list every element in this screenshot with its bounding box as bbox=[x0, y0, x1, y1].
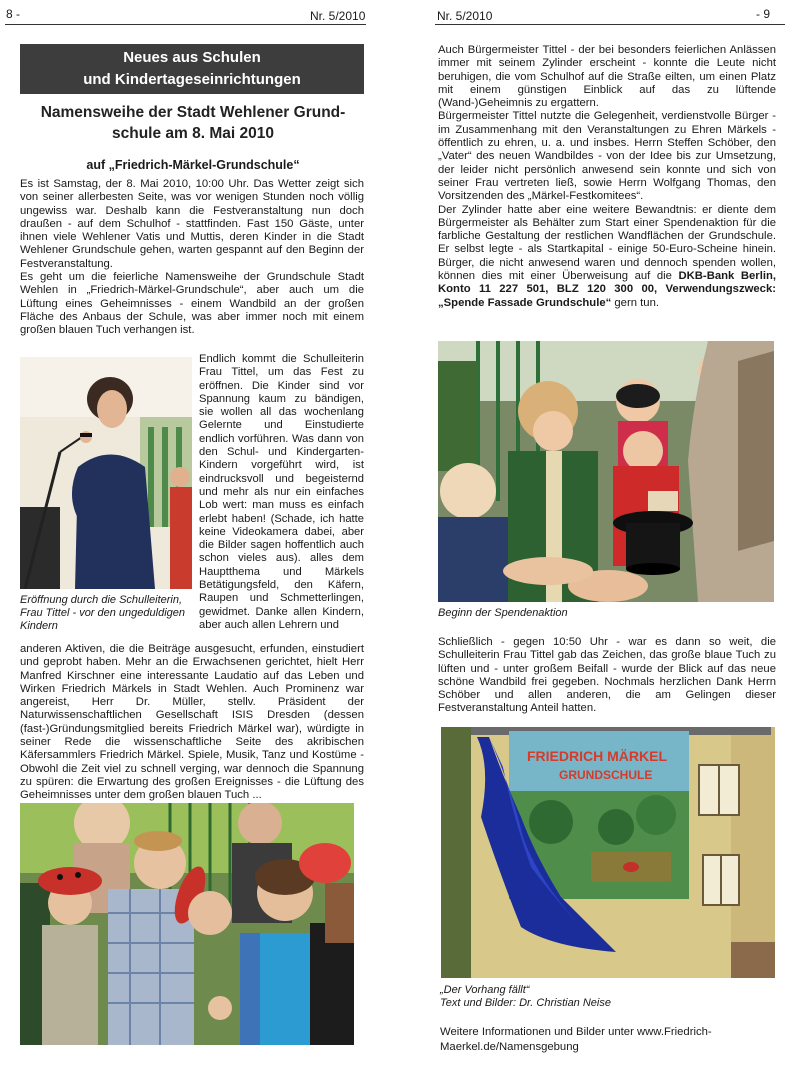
article-title bbox=[22, 102, 364, 144]
paragraph-2: Es geht um die feierliche Namensweihe der Grundschule Stadt Wehlen in „Friedrich-Märkel-Grundschule“, aber auch um die Lüftung eines Geheimnisses - einem Wandbild an der großen Fläche des Anbaus der Schule, was aber immer noch mit einem großen blauen Tuch verhangen ist. bbox=[20, 271, 364, 337]
banner-line-1: Neues aus Schulen bbox=[123, 49, 261, 66]
caption-headmistress: Eröffnung durch die Schulleiterin, Frau Tittel - vor den ungeduldigen Kindern bbox=[20, 594, 185, 632]
article-title-line-2: schule am 8. Mai 2010 bbox=[112, 125, 274, 142]
photo-mural-drawing bbox=[441, 727, 775, 978]
bank-details: DKB-Bank Berlin, Konto 11 227 501, BLZ 120 300 00, Verwendungszweck: „Spende Fassade Grundschule“ bbox=[438, 270, 777, 309]
paragraph-5: Bürgermeister Tittel nutzte die Gelegenheit, verdienstvolle Bürger - im Zusammenhang mit den Veranstaltungen zu Ehren Märkels - öffentlich zu ehren, u. a. und insbes. Herrn Steffen Schöber, den „Vater“ des neuen Wandbildes - von der Idee bis zur Umsetzung, der leider nicht persönlich anwesend sein konnte und sich von seiner Frau vertreten ließ, sowie Herrn Wolfgang Thomas, den Vorsitzenden des „Märkel-Festkomitees“. bbox=[438, 110, 776, 203]
section-banner bbox=[20, 44, 364, 94]
intro-text bbox=[20, 178, 364, 338]
mural-text-line-1: FRIEDRICH MÄRKEL bbox=[527, 748, 667, 764]
photo-headmistress bbox=[20, 357, 192, 589]
paragraph-4: Auch Bürgermeister Tittel - der bei besonders feierlichen Anlässen immer mit seinem Zylinder erscheint - konnte die Leute nicht beruhigen, die vom Schulhof auf die Straße eilten, um einen Platz mit einem günstigen Einblick auf das zu lüftende (Wand-)Geheimnis zu ergattern. bbox=[438, 44, 776, 110]
paragraph-6-text: Der Zylinder hatte aber eine weitere Bewandtnis: er diente dem Bürgermeister als Behälter zum Start einer Spendenaktion für die farbliche Gestaltung der restlichen Wandflächen der Grundschule. Er selbst legte - als Startkapital - einige 50-Euro-Scheine hinein. Bürger, die nicht anwesend waren und dennoch spenden wollen, können dies mit einer Überweisung auf die bbox=[438, 203, 776, 283]
article-subtitle: auf „Friedrich-Märkel-Grundschule“ bbox=[86, 158, 300, 172]
paragraph-3-full: anderen Aktiven, die die Beiträge ausgesucht, erfunden, einstudiert und geprobt haben. Mehr an die Erwachsenen gerichtet, hielt Herr Manfred Kirschner eine interessante Laudatio auf das Leben und Wirken Friedrich Märkels in Stadt Wehlen. Auch Prominenz war angereist, Herr Dr. Müller, stellv. Präsident der Naturwissenschaftlichen Gesellschaft ISIS Dresden (dessen (fast-)Gründungsmitglied bereits Friedrich Märkel war), würdigte in seiner Rede die wissenschaftliche Seite des akribischen Käfersammlers Friedrich Märkel. Spiele, Musik, Tanz und Kostüme - Obwohl die Zeit viel zu schnell verging, war dennoch die Spannung zu spüren: die Erwartung des großen Ereignisses - die Lüftung des Geheimnisses unter dem großen blauen Tuch ... bbox=[20, 643, 364, 802]
side-text bbox=[199, 353, 364, 632]
photo-children-drawing bbox=[20, 803, 354, 1045]
paragraph-6 bbox=[438, 204, 776, 310]
photo-children-costumes bbox=[20, 803, 354, 1045]
paragraph-1: Es ist Samstag, der 8. Mai 2010, 10:00 Uhr. Das Wetter zeigt sich von seiner allerbesten Seite, was vor wenigen Stunden noch völlig ungewiss war. Deshalb kann die Festveranstaltung nun doch draußen - auf dem Schulhof - stattfinden. Fast 150 Gäste, unter ihnen viele Wehlener Vatis und Muttis, deren Kinder in die Stadt Wehlener Grundschule gehen, warten gespannt auf den Beginn der Festveranstaltung. bbox=[20, 178, 364, 270]
right-page-number: - 9 bbox=[756, 7, 771, 21]
footer-info: Weitere Informationen und Bilder unter www.Friedrich-Maerkel.de/Namensgebung bbox=[440, 1026, 712, 1053]
unveiling-text bbox=[438, 636, 776, 716]
paragraph-3-side: Endlich kommt die Schulleiterin Frau Tittel, um das Fest zu eröffnen. Die Kinder sind vor Spannung kaum zu bändigen, sie wollen all das wochenlang Gelernte und Einstudierte endlich vorführen. Was dann von den Schul- und Kindergarten-Kindern vorgeführt wird, ist eindrucksvoll und begeisternd und mehr als nur ein einfaches Lob wert: man muss es einfach erlebt haben! (Schade, ich hatte keine Videokamera dabei, aber die Bilder sagen hoffentlich auch schon vieles aus). alles dem Hauptthema und Märkels Betätigungsfeld, den Käfern, Raupen und Schmetterlingen, gewidmet. Danke allen Kindern, aber auch allen Lehrern und bbox=[199, 353, 364, 631]
banner-line-2: und Kindertageseinrichtungen bbox=[83, 71, 301, 88]
right-header-rule bbox=[435, 24, 785, 25]
photo-donation-drawing bbox=[438, 341, 774, 602]
photo-mural-unveiling bbox=[441, 727, 775, 978]
photo-donation bbox=[438, 341, 774, 602]
right-column-text bbox=[438, 44, 776, 310]
mural-text-line-2: GRUNDSCHULE bbox=[559, 768, 653, 782]
left-page-number: 8 - bbox=[6, 7, 21, 21]
article-title-line-1: Namensweihe der Stadt Wehlener Grund- bbox=[40, 104, 346, 121]
caption-mural bbox=[440, 984, 611, 1010]
paragraph-6-end: gern tun. bbox=[611, 296, 659, 309]
paragraph-7: Schließlich - gegen 10:50 Uhr - war es dann so weit, die Schulleiterin Frau Tittel gab das Zeichen, das große blaue Tuch zu lüften und - unter großem Beifall - wurde der Blick auf das neue schöne Wandbild frei gegeben. Nochmals herzlichen Dank Herrn Schöber und allen anderen, die am Gelingen dieser Festveranstaltung Anteil hatten. bbox=[438, 636, 776, 715]
left-header-rule bbox=[5, 24, 366, 25]
continued-text bbox=[20, 643, 364, 803]
caption-donation: Beginn der Spendenaktion bbox=[438, 607, 568, 619]
right-issue-number: Nr. 5/2010 bbox=[437, 9, 493, 23]
caption-author: Text und Bilder: Dr. Christian Neise bbox=[440, 997, 611, 1009]
photo-headmistress-drawing bbox=[20, 357, 192, 589]
left-issue-number: Nr. 5/2010 bbox=[310, 9, 366, 23]
caption-mural-title: „Der Vorhang fällt“ bbox=[440, 984, 530, 996]
